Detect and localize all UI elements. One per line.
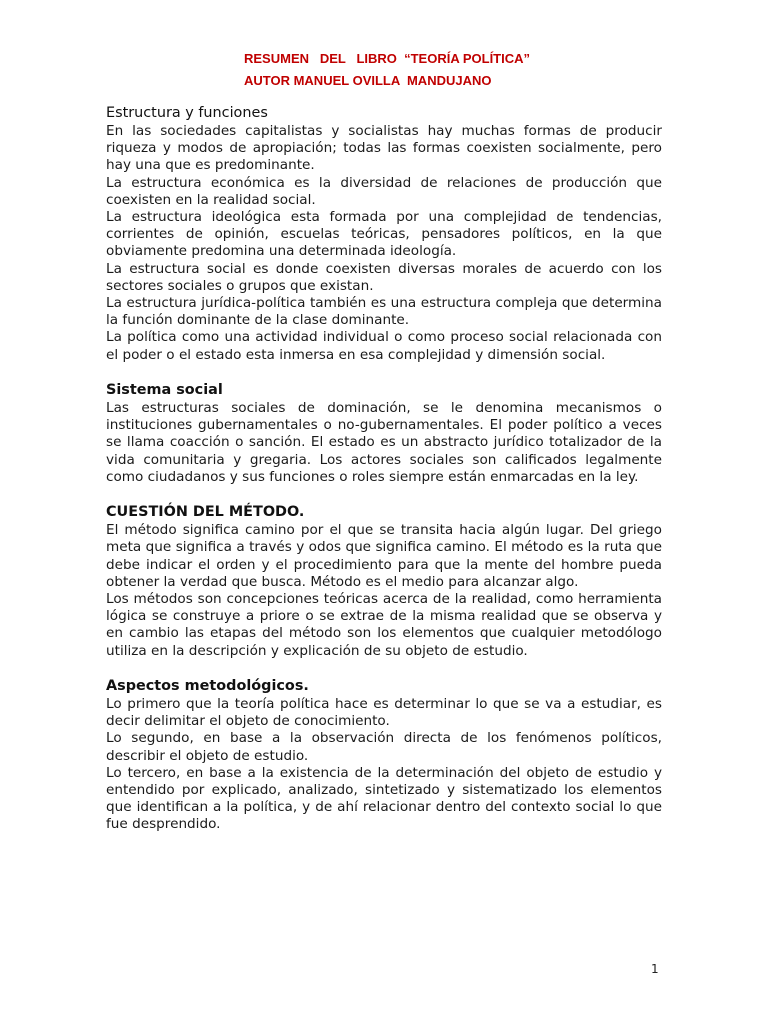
section-heading: Sistema social bbox=[106, 382, 223, 399]
section-estructura-y-funciones bbox=[106, 104, 662, 364]
paragraph: En las sociedades capitalistas y socialistas hay muchas formas de producir riqueza y modos de apropiación; todas las formas coexisten socialmente, pero hay una que es predominante. bbox=[106, 123, 662, 174]
paragraph: El método significa camino por el que se transita hacia algún lugar. Del griego meta que significa a través y odos que significa camino. El método es la ruta que debe indicar el orden y el procedimiento para que la mente del hombre pueda obtener la verdad que busca. Método es el medio para alcanzar algo. bbox=[106, 522, 662, 590]
section-heading: CUESTIÓN DEL MÉTODO. bbox=[106, 504, 305, 521]
document-author: AUTOR MANUEL OVILLA MANDUJANO bbox=[244, 73, 492, 88]
paragraph: La estructura social es donde coexisten diversas morales de acuerdo con los sectores sociales o grupos que existan. bbox=[106, 260, 662, 294]
section-sistema-social bbox=[106, 381, 662, 486]
document-title: RESUMEN DEL LIBRO “TEORÍA POLÍTICA” bbox=[244, 51, 531, 66]
paragraph: Lo primero que la teoría política hace es determinar lo que se va a estudiar, es decir delimitar el objeto de conocimiento. bbox=[106, 696, 662, 730]
section-heading: Estructura y funciones bbox=[106, 105, 268, 121]
paragraph: Las estructuras sociales de dominación, se le denomina mecanismos o instituciones gubernamentales o no-gubernamentales. El poder político a veces se llama coacción o sanción. El estado es un abstracto jurídico totalizador de la vida comunitaria y gregaria. Los actores sociales son calificados legalmente como ciudadanos y sus funciones o roles siempre están enmarcadas en la ley. bbox=[106, 400, 662, 485]
paragraph: La política como una actividad individual o como proceso social relacionada con el poder o el estado esta inmersa en esa complejidad y dimensión social. bbox=[106, 329, 662, 363]
section-cuestion-del-metodo bbox=[106, 503, 662, 660]
document-body bbox=[106, 104, 662, 851]
paragraph: Lo segundo, en base a la observación directa de los fenómenos políticos, describir el objeto de estudio. bbox=[106, 730, 662, 764]
paragraph: La estructura ideológica esta formada por una complejidad de tendencias, corrientes de opinión, escuelas teóricas, pensadores políticos, en la que obviamente predomina una determinada ideología. bbox=[106, 209, 662, 260]
document-header bbox=[244, 48, 664, 92]
paragraph: Lo tercero, en base a la existencia de la determinación del objeto de estudio y entendido por explicado, analizado, sintetizado y sistematizado los elementos que identifican a la política, y de ahí relacionar dentro del contexto social lo que fue desprendido. bbox=[106, 764, 662, 833]
paragraph: La estructura económica es la diversidad de relaciones de producción que coexisten en la realidad social. bbox=[106, 174, 662, 208]
paragraph: La estructura jurídica-política también es una estructura compleja que determina la función dominante de la clase dominante. bbox=[106, 295, 662, 329]
paragraph: Los métodos son concepciones teóricas acerca de la realidad, como herramienta lógica se construye a priore o se extrae de la misma realidad que se observa y en cambio las etapas del método son los elementos que cualquier metodólogo utiliza en la descripción y explicación de su objeto de estudio. bbox=[106, 591, 662, 659]
page-number: 1 bbox=[651, 962, 659, 976]
section-aspectos-metodologicos bbox=[106, 677, 662, 834]
section-heading: Aspectos metodológicos. bbox=[106, 678, 309, 695]
